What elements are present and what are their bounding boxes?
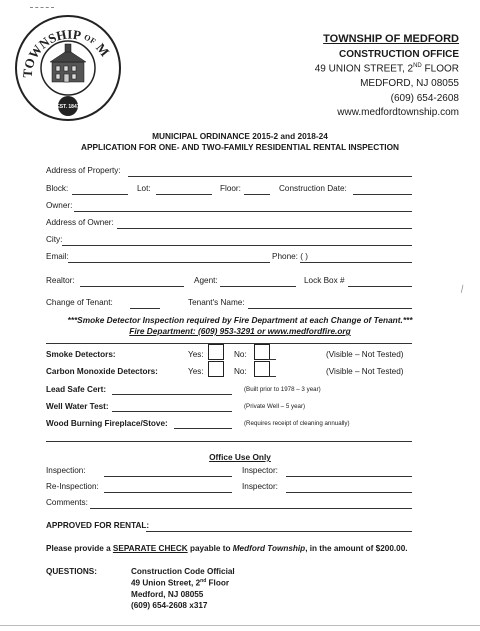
seal-graphic [14, 14, 122, 122]
realtor-label: Realtor: [46, 276, 75, 285]
construction-date-field[interactable] [353, 194, 412, 195]
well-water-note: (Private Well – 5 year) [244, 403, 306, 410]
smoke-detectors-label: Smoke Detectors: [46, 350, 116, 359]
reinspector-label: Inspector: [242, 482, 278, 491]
questions-label: QUESTIONS: [46, 567, 97, 576]
smoke-no-line [268, 359, 276, 360]
email-field[interactable] [68, 262, 270, 263]
address-of-property-field[interactable] [128, 176, 412, 177]
floor-field[interactable] [244, 194, 270, 195]
smoke-yes-label: Yes: [188, 350, 204, 359]
ordinance-title: MUNICIPAL ORDINANCE 2015-2 and 2018-24 [152, 131, 328, 141]
wood-burning-label: Wood Burning Fireplace/Stove: [46, 419, 168, 428]
inspector-field[interactable] [286, 476, 412, 477]
lock-box-label: Lock Box # [304, 276, 345, 285]
co-no-line [268, 376, 276, 377]
scan-mark-top [30, 7, 54, 8]
smoke-detector-notice: ***Smoke Detector Inspection required by Fire Department at each Change of Tenant.*** [67, 315, 413, 325]
agent-label: Agent: [194, 276, 218, 285]
city-label: City: [46, 235, 63, 244]
owner-label: Owner: [46, 201, 73, 210]
lot-label: Lot: [137, 184, 151, 193]
address-of-owner-field[interactable] [117, 228, 412, 229]
comments-field[interactable] [90, 508, 412, 509]
lot-field[interactable] [156, 194, 212, 195]
floor-label: Floor: [220, 184, 241, 193]
email-label: Email: [46, 252, 69, 261]
payee-text: Medford Township [232, 544, 306, 553]
lead-safe-cert-label: Lead Safe Cert: [46, 385, 107, 394]
co-detectors-label: Carbon Monoxide Detectors: [46, 367, 158, 376]
inspection-field[interactable] [104, 476, 232, 477]
seal-text-township: TOWNSHIP [19, 26, 82, 79]
contact-phone: (609) 654-2608 x317 [131, 601, 208, 610]
separate-check-text: SEPARATE CHECK [112, 544, 188, 553]
smoke-no-checkbox[interactable] [254, 344, 270, 360]
tenants-name-field[interactable] [248, 308, 412, 309]
seal-text-medford: M [93, 40, 113, 60]
realtor-field[interactable] [80, 286, 184, 287]
co-no-label: No: [234, 367, 247, 376]
office-use-heading: Office Use Only [209, 452, 271, 462]
building-icon [50, 44, 86, 82]
office-city: MEDFORD, NJ 08055 [360, 78, 459, 89]
contact-title: Construction Code Official [131, 567, 235, 576]
block-label: Block: [46, 184, 69, 193]
wood-burning-note: (Requires receipt of cleaning annually) [244, 420, 350, 427]
tenants-name-label: Tenant's Name: [188, 298, 245, 307]
office-street: 49 UNION STREET, 2ND FLOOR [314, 63, 459, 75]
approved-field[interactable] [146, 531, 412, 532]
township-seal [14, 14, 122, 122]
inspection-label: Inspection: [46, 466, 86, 475]
office-website[interactable]: www.medfordtownship.com [337, 107, 459, 118]
fire-department-notice: Fire Department: (609) 953-3291 or www.medfordfire.org [129, 326, 351, 336]
co-yes-label: Yes: [188, 367, 204, 376]
smoke-no-label: No: [234, 350, 247, 359]
scan-mark-right: ⁄ [460, 284, 466, 295]
city-field[interactable] [62, 245, 412, 246]
approved-label: APPROVED FOR RENTAL: [46, 521, 150, 530]
co-no-checkbox[interactable] [254, 361, 270, 377]
lock-box-field[interactable] [348, 286, 412, 287]
address-of-owner-label: Address of Owner: [46, 218, 114, 227]
comments-label: Comments: [46, 498, 88, 507]
reinspection-label: Re-Inspection: [46, 482, 99, 491]
phone-label: Phone: ( ) [272, 252, 308, 261]
agent-field[interactable] [220, 286, 296, 287]
construction-date-label: Construction Date: [279, 184, 347, 193]
lead-safe-note: (Built prior to 1978 – 3 year) [244, 386, 321, 393]
wood-burning-field[interactable] [174, 428, 232, 429]
reinspection-field[interactable] [104, 492, 232, 493]
section-divider [46, 343, 412, 344]
well-water-test-field[interactable] [112, 411, 232, 412]
office-phone: (609) 654-2608 [390, 93, 459, 104]
smoke-visible-note: (Visible – Not Tested) [326, 350, 404, 359]
scan-edge-bottom [0, 625, 480, 626]
phone-field[interactable] [300, 262, 412, 263]
office-divider [46, 441, 412, 442]
seal-est: EST. 1847 [56, 104, 80, 110]
reinspector-field[interactable] [286, 492, 412, 493]
phone-area-code: ( ) [300, 252, 308, 261]
smoke-yes-checkbox[interactable] [208, 344, 224, 360]
co-yes-checkbox[interactable] [208, 361, 224, 377]
address-of-property-label: Address of Property: [46, 166, 121, 175]
lead-safe-cert-field[interactable] [112, 394, 232, 395]
township-name: TOWNSHIP OF MEDFORD [323, 33, 459, 45]
change-of-tenant-field[interactable] [130, 308, 160, 309]
contact-street: 49 Union Street, 2nd Floor [131, 578, 230, 588]
seal-text-of: OF [82, 32, 98, 47]
change-of-tenant-label: Change of Tenant: [46, 298, 113, 307]
application-title: APPLICATION FOR ONE- AND TWO-FAMILY RESIDENTIAL RENTAL INSPECTION [80, 142, 400, 152]
office-name: CONSTRUCTION OFFICE [339, 49, 459, 60]
well-water-test-label: Well Water Test: [46, 402, 109, 411]
inspector-label: Inspector: [242, 466, 278, 475]
owner-field[interactable] [74, 211, 412, 212]
block-field[interactable] [72, 194, 128, 195]
co-visible-note: (Visible – Not Tested) [326, 367, 404, 376]
payment-instructions: Please provide a SEPARATE CHECK payable to Medford Township, in the amount of $200.00. [46, 544, 408, 553]
contact-city: Medford, NJ 08055 [131, 590, 204, 599]
